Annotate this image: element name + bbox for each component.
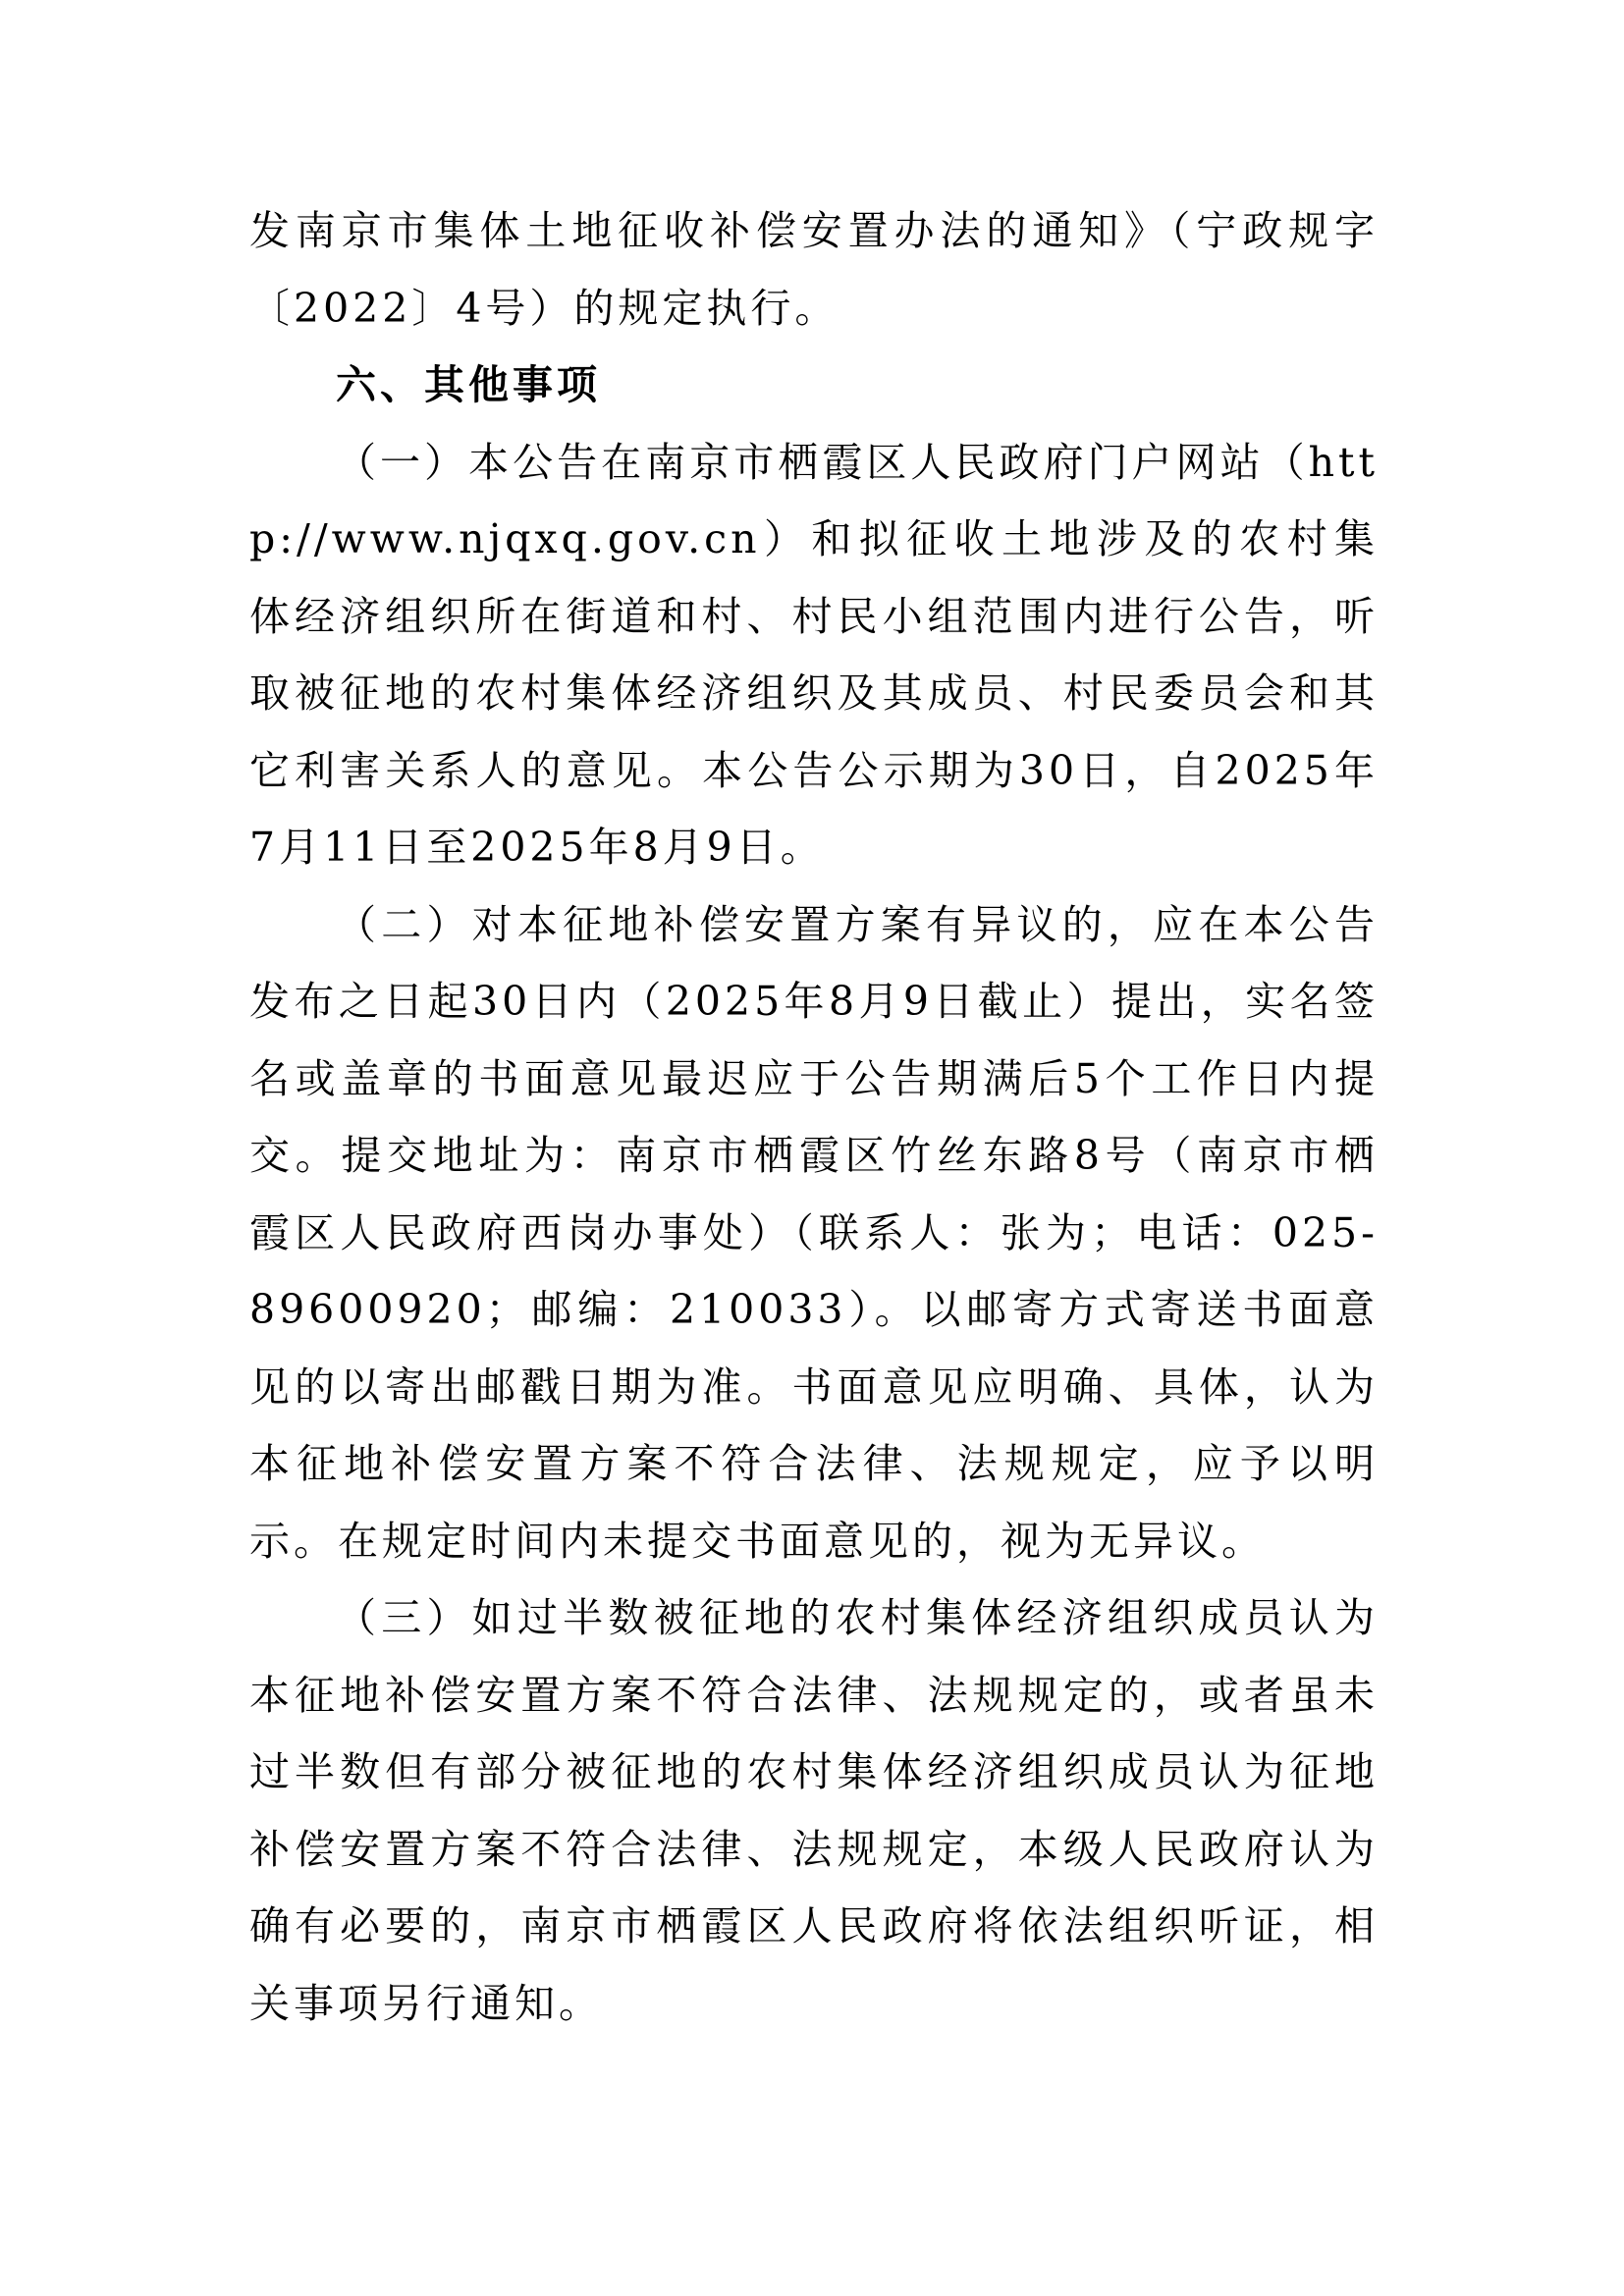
document-body (249, 192, 1379, 2042)
paragraph-item-1: （一）本公告在南京市栖霞区人民政府门户网站（http://www.njqxq.gov.cn）和拟征收土地涉及的农村集体经济组织所在街道和村、村民小组范围内进行公告，听取被征地的农村集体经济组织及其成员、村民委员会和其它利害关系人的意见。本公告公示期为30日，自2025年7月11日至2025年8月9日。 (249, 438, 1379, 871)
section-heading-other-matters: 六、其他事项 (336, 361, 601, 408)
paragraph-item-3: （三）如过半数被征地的农村集体经济组织成员认为本征地补偿安置方案不符合法律、法规规定的，或者虽未过半数但有部分被征地的农村集体经济组织成员认为征地补偿安置方案不符合法律、法规规定，本级人民政府认为确有必要的，南京市栖霞区人民政府将依法组织听证，相关事项另行通知。 (249, 1594, 1379, 2027)
paragraph-continuation: 发南京市集体土地征收补偿安置办法的通知》（宁政规字〔2022〕4号）的规定执行。 (249, 207, 1379, 332)
paragraph-item-2: （二）对本征地补偿安置方案有异议的，应在本公告发布之日起30日内（2025年8月9日截止）提出，实名签名或盖章的书面意见最迟应于公告期满后5个工作日内提交。提交地址为：南京市栖霞区竹丝东路8号（南京市栖霞区人民政府西岗办事处）（联系人：张为；电话：025-89600920；邮编：210033）。以邮寄方式寄送书面意见的以寄出邮戳日期为准。书面意见应明确、具体，认为本征地补偿安置方案不符合法律、法规规定，应予以明示。在规定时间内未提交书面意见的，视为无异议。 (249, 900, 1379, 1565)
